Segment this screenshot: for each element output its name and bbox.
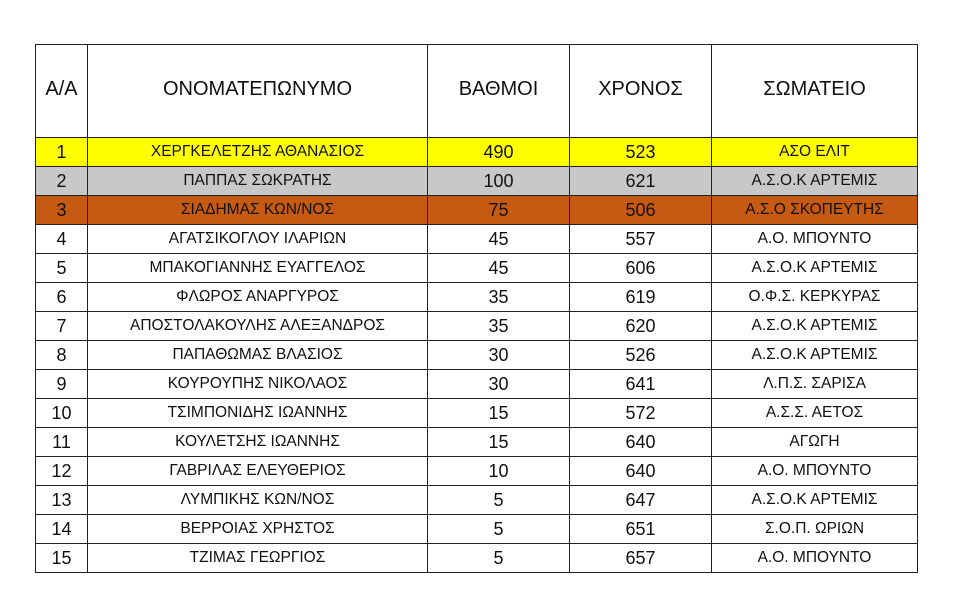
- row-number: 9: [36, 370, 88, 399]
- row-number: 2: [36, 167, 88, 196]
- table-row: [36, 399, 918, 428]
- time-cell: 651: [570, 515, 712, 544]
- club-cell: Λ.Π.Σ. ΣΑΡΙΣΑ: [712, 370, 918, 399]
- time-cell: 557: [570, 225, 712, 254]
- athlete-name: ΑΠΟΣΤΟΛΑΚΟΥΛΗΣ ΑΛΕΞΑΝΔΡΟΣ: [88, 312, 428, 341]
- time-cell: 606: [570, 254, 712, 283]
- time-cell: 619: [570, 283, 712, 312]
- points-cell: 10: [428, 457, 570, 486]
- time-cell: 506: [570, 196, 712, 225]
- table-body: [36, 138, 918, 573]
- header-row: [36, 45, 918, 138]
- athlete-name: ΚΟΥΡΟΥΠΗΣ ΝΙΚΟΛΑΟΣ: [88, 370, 428, 399]
- header-name: ΟΝΟΜΑΤΕΠΩΝΥΜΟ: [88, 45, 428, 138]
- table-row: [36, 515, 918, 544]
- points-cell: 15: [428, 428, 570, 457]
- athlete-name: ΠΑΠΑΘΩΜΑΣ ΒΛΑΣΙΟΣ: [88, 341, 428, 370]
- results-table: [35, 44, 918, 573]
- athlete-name: ΑΓΑΤΣΙΚΟΓΛΟΥ ΙΛΑΡΙΩΝ: [88, 225, 428, 254]
- points-cell: 45: [428, 225, 570, 254]
- club-cell: Α.Σ.Σ. ΑΕΤΟΣ: [712, 399, 918, 428]
- time-cell: 523: [570, 138, 712, 167]
- points-cell: 30: [428, 341, 570, 370]
- points-cell: 5: [428, 486, 570, 515]
- table-row: [36, 196, 918, 225]
- club-cell: Α.Σ.Ο ΣΚΟΠΕΥΤΗΣ: [712, 196, 918, 225]
- row-number: 3: [36, 196, 88, 225]
- header-time: ΧΡΟΝΟΣ: [570, 45, 712, 138]
- athlete-name: ΚΟΥΛΕΤΣΗΣ ΙΩΑΝΝΗΣ: [88, 428, 428, 457]
- time-cell: 621: [570, 167, 712, 196]
- table-row: [36, 312, 918, 341]
- row-number: 10: [36, 399, 88, 428]
- points-cell: 75: [428, 196, 570, 225]
- table-row: [36, 486, 918, 515]
- time-cell: 526: [570, 341, 712, 370]
- athlete-name: ΜΠΑΚΟΓΙΑΝΝΗΣ ΕΥΑΓΓΕΛΟΣ: [88, 254, 428, 283]
- points-cell: 5: [428, 544, 570, 573]
- table-row: [36, 341, 918, 370]
- row-number: 13: [36, 486, 88, 515]
- points-cell: 45: [428, 254, 570, 283]
- points-cell: 15: [428, 399, 570, 428]
- club-cell: Α.Σ.Ο.Κ ΑΡΤΕΜΙΣ: [712, 341, 918, 370]
- athlete-name: ΣΙΑΔΗΜΑΣ ΚΩΝ/ΝΟΣ: [88, 196, 428, 225]
- athlete-name: ΤΣΙΜΠΟΝΙΔΗΣ ΙΩΑΝΝΗΣ: [88, 399, 428, 428]
- row-number: 11: [36, 428, 88, 457]
- header-points: ΒΑΘΜΟΙ: [428, 45, 570, 138]
- club-cell: Α.Σ.Ο.Κ ΑΡΤΕΜΙΣ: [712, 312, 918, 341]
- club-cell: Α.Ο. ΜΠΟΥΝΤΟ: [712, 544, 918, 573]
- row-number: 6: [36, 283, 88, 312]
- row-number: 14: [36, 515, 88, 544]
- athlete-name: ΒΕΡΡΟΙΑΣ ΧΡΗΣΤΟΣ: [88, 515, 428, 544]
- club-cell: Α.Σ.Ο.Κ ΑΡΤΕΜΙΣ: [712, 486, 918, 515]
- club-cell: Α.Ο. ΜΠΟΥΝΤΟ: [712, 457, 918, 486]
- club-cell: Α.Σ.Ο.Κ ΑΡΤΕΜΙΣ: [712, 167, 918, 196]
- row-number: 4: [36, 225, 88, 254]
- row-number: 8: [36, 341, 88, 370]
- row-number: 5: [36, 254, 88, 283]
- athlete-name: ΠΑΠΠΑΣ ΣΩΚΡΑΤΗΣ: [88, 167, 428, 196]
- table-row: [36, 370, 918, 399]
- athlete-name: ΧΕΡΓΚΕΛΕΤΖΗΣ ΑΘΑΝΑΣΙΟΣ: [88, 138, 428, 167]
- table-row: [36, 167, 918, 196]
- row-number: 15: [36, 544, 88, 573]
- club-cell: ΑΣΟ ΕΛΙΤ: [712, 138, 918, 167]
- header-club: ΣΩΜΑΤΕΙΟ: [712, 45, 918, 138]
- time-cell: 657: [570, 544, 712, 573]
- header-aa: Α/Α: [36, 45, 88, 138]
- table-row: [36, 138, 918, 167]
- time-cell: 640: [570, 457, 712, 486]
- table-row: [36, 544, 918, 573]
- points-cell: 100: [428, 167, 570, 196]
- row-number: 1: [36, 138, 88, 167]
- time-cell: 572: [570, 399, 712, 428]
- points-cell: 30: [428, 370, 570, 399]
- points-cell: 35: [428, 283, 570, 312]
- table-row: [36, 225, 918, 254]
- points-cell: 5: [428, 515, 570, 544]
- points-cell: 490: [428, 138, 570, 167]
- club-cell: Α.Σ.Ο.Κ ΑΡΤΕΜΙΣ: [712, 254, 918, 283]
- club-cell: Ο.Φ.Σ. ΚΕΡΚΥΡΑΣ: [712, 283, 918, 312]
- club-cell: Α.Ο. ΜΠΟΥΝΤΟ: [712, 225, 918, 254]
- time-cell: 641: [570, 370, 712, 399]
- table-row: [36, 457, 918, 486]
- athlete-name: ΓΑΒΡΙΛΑΣ ΕΛΕΥΘΕΡΙΟΣ: [88, 457, 428, 486]
- table-row: [36, 283, 918, 312]
- athlete-name: ΦΛΩΡΟΣ ΑΝΑΡΓΥΡΟΣ: [88, 283, 428, 312]
- points-cell: 35: [428, 312, 570, 341]
- athlete-name: ΤΖΙΜΑΣ ΓΕΩΡΓΙΟΣ: [88, 544, 428, 573]
- athlete-name: ΛΥΜΠΙΚΗΣ ΚΩΝ/ΝΟΣ: [88, 486, 428, 515]
- row-number: 12: [36, 457, 88, 486]
- time-cell: 647: [570, 486, 712, 515]
- table-header: [36, 45, 918, 138]
- row-number: 7: [36, 312, 88, 341]
- time-cell: 620: [570, 312, 712, 341]
- table-row: [36, 254, 918, 283]
- table-row: [36, 428, 918, 457]
- club-cell: ΑΓΩΓΗ: [712, 428, 918, 457]
- time-cell: 640: [570, 428, 712, 457]
- club-cell: Σ.Ο.Π. ΩΡΙΩΝ: [712, 515, 918, 544]
